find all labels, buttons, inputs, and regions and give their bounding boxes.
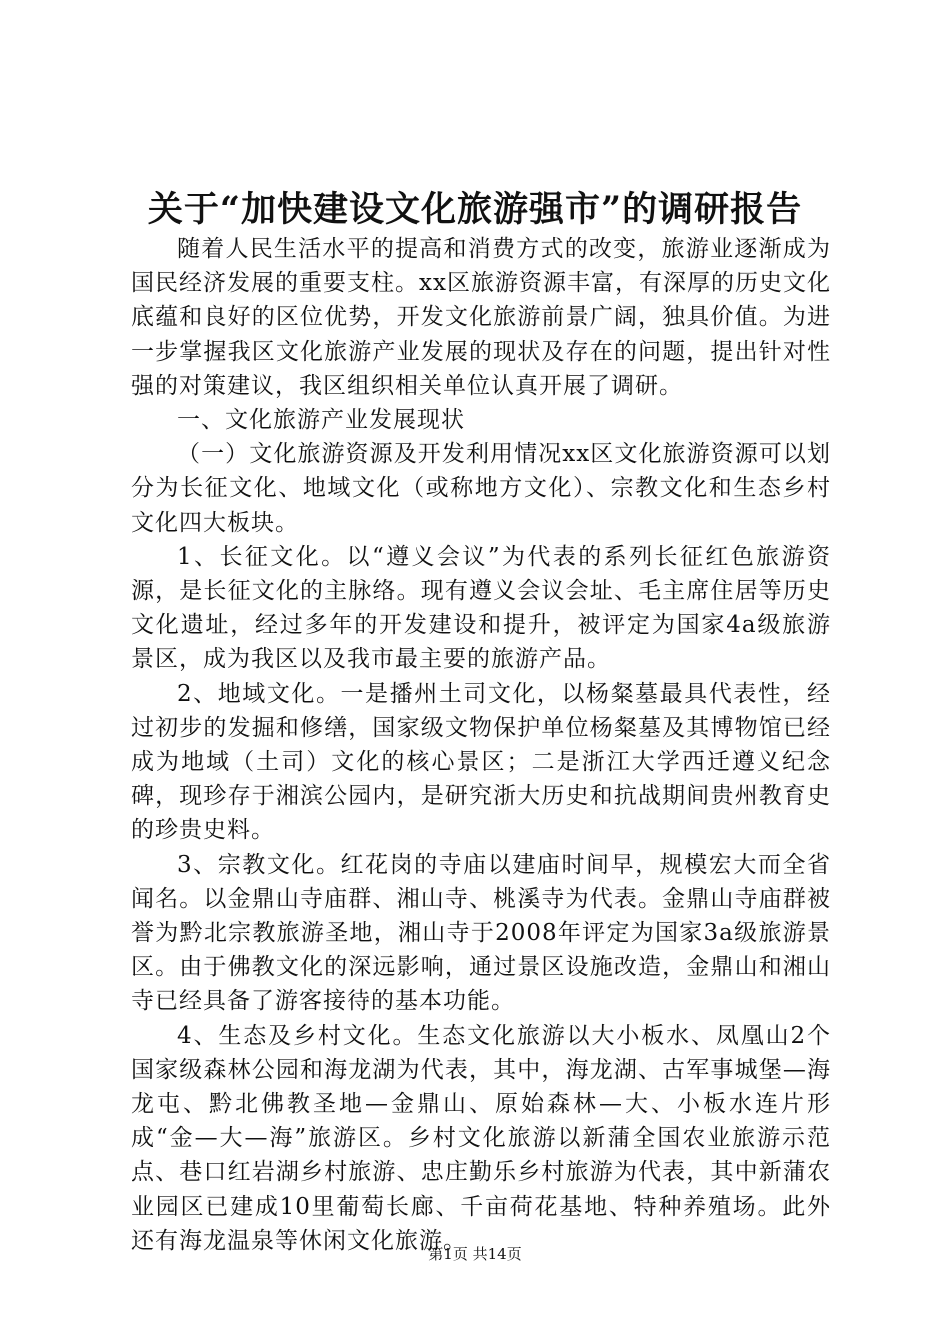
paragraph-subsection: （一）文化旅游资源及开发利用情况xx区文化旅游资源可以划分为长征文化、地域文化（或称地方文化）、宗教文化和生态乡村文化四大板块。 bbox=[131, 441, 831, 536]
paragraph-item-1: 1、长征文化。以“遵义会议”为代表的系列长征红色旅游资源，是长征文化的主脉络。现有遵义会议会址、毛主席住居等历史文化遗址，经过多年的开发建设和提升，被评定为国家4a级旅游景区，成为我区以及我市最主要的旅游产品。 bbox=[131, 543, 831, 673]
document-body bbox=[131, 232, 831, 1258]
paragraph-intro: 随着人民生活水平的提高和消费方式的改变，旅游业逐渐成为国民经济发展的重要支柱。xx区旅游资源丰富，有深厚的历史文化底蕴和良好的区位优势，开发文化旅游前景广阔，独具价值。为进一步掌握我区文化旅游产业发展的现状及存在的问题，提出针对性强的对策建议，我区组织相关单位认真开展了调研。 bbox=[131, 236, 831, 399]
section-heading: 一、文化旅游产业发展现状 bbox=[177, 407, 465, 434]
paragraph-item-2: 2、地域文化。一是播州土司文化，以杨粲墓最具代表性，经过初步的发掘和修缮，国家级文物保护单位杨粲墓及其博物馆已经成为地域（土司）文化的核心景区；二是浙江大学西迁遵义纪念碑，现珍存于湘滨公园内，是研究浙大历史和抗战期间贵州教育史的珍贵史料。 bbox=[131, 680, 831, 844]
page-footer: 第1页 共14页 bbox=[428, 1245, 522, 1263]
document-title: 关于“加快建设文化旅游强市”的调研报告 bbox=[147, 189, 803, 230]
paragraph-item-4: 4、生态及乡村文化。生态文化旅游以大小板水、凤凰山2个国家级森林公园和海龙湖为代表，其中，海龙湖、古军事城堡—海龙屯、黔北佛教圣地—金鼎山、原始森林—大、小板水连片形成“金—大—海”旅游区。乡村文化旅游以新蒲全国农业旅游示范点、巷口红岩湖乡村旅游、忠庄勤乐乡村旅游为代表，其中新蒲农业园区已建成10里葡萄长廊、千亩荷花基地、特种养殖场。此外还有海龙温泉等休闲文化旅游。 bbox=[131, 1022, 831, 1254]
paragraph-item-3: 3、宗教文化。红花岗的寺庙以建庙时间早，规模宏大而全省闻名。以金鼎山寺庙群、湘山寺、桃溪寺为代表。金鼎山寺庙群被誉为黔北宗教旅游圣地，湘山寺于2008年评定为国家3a级旅游景区。由于佛教文化的深远影响，通过景区设施改造，金鼎山和湘山寺已经具备了游客接待的基本功能。 bbox=[131, 851, 831, 1015]
